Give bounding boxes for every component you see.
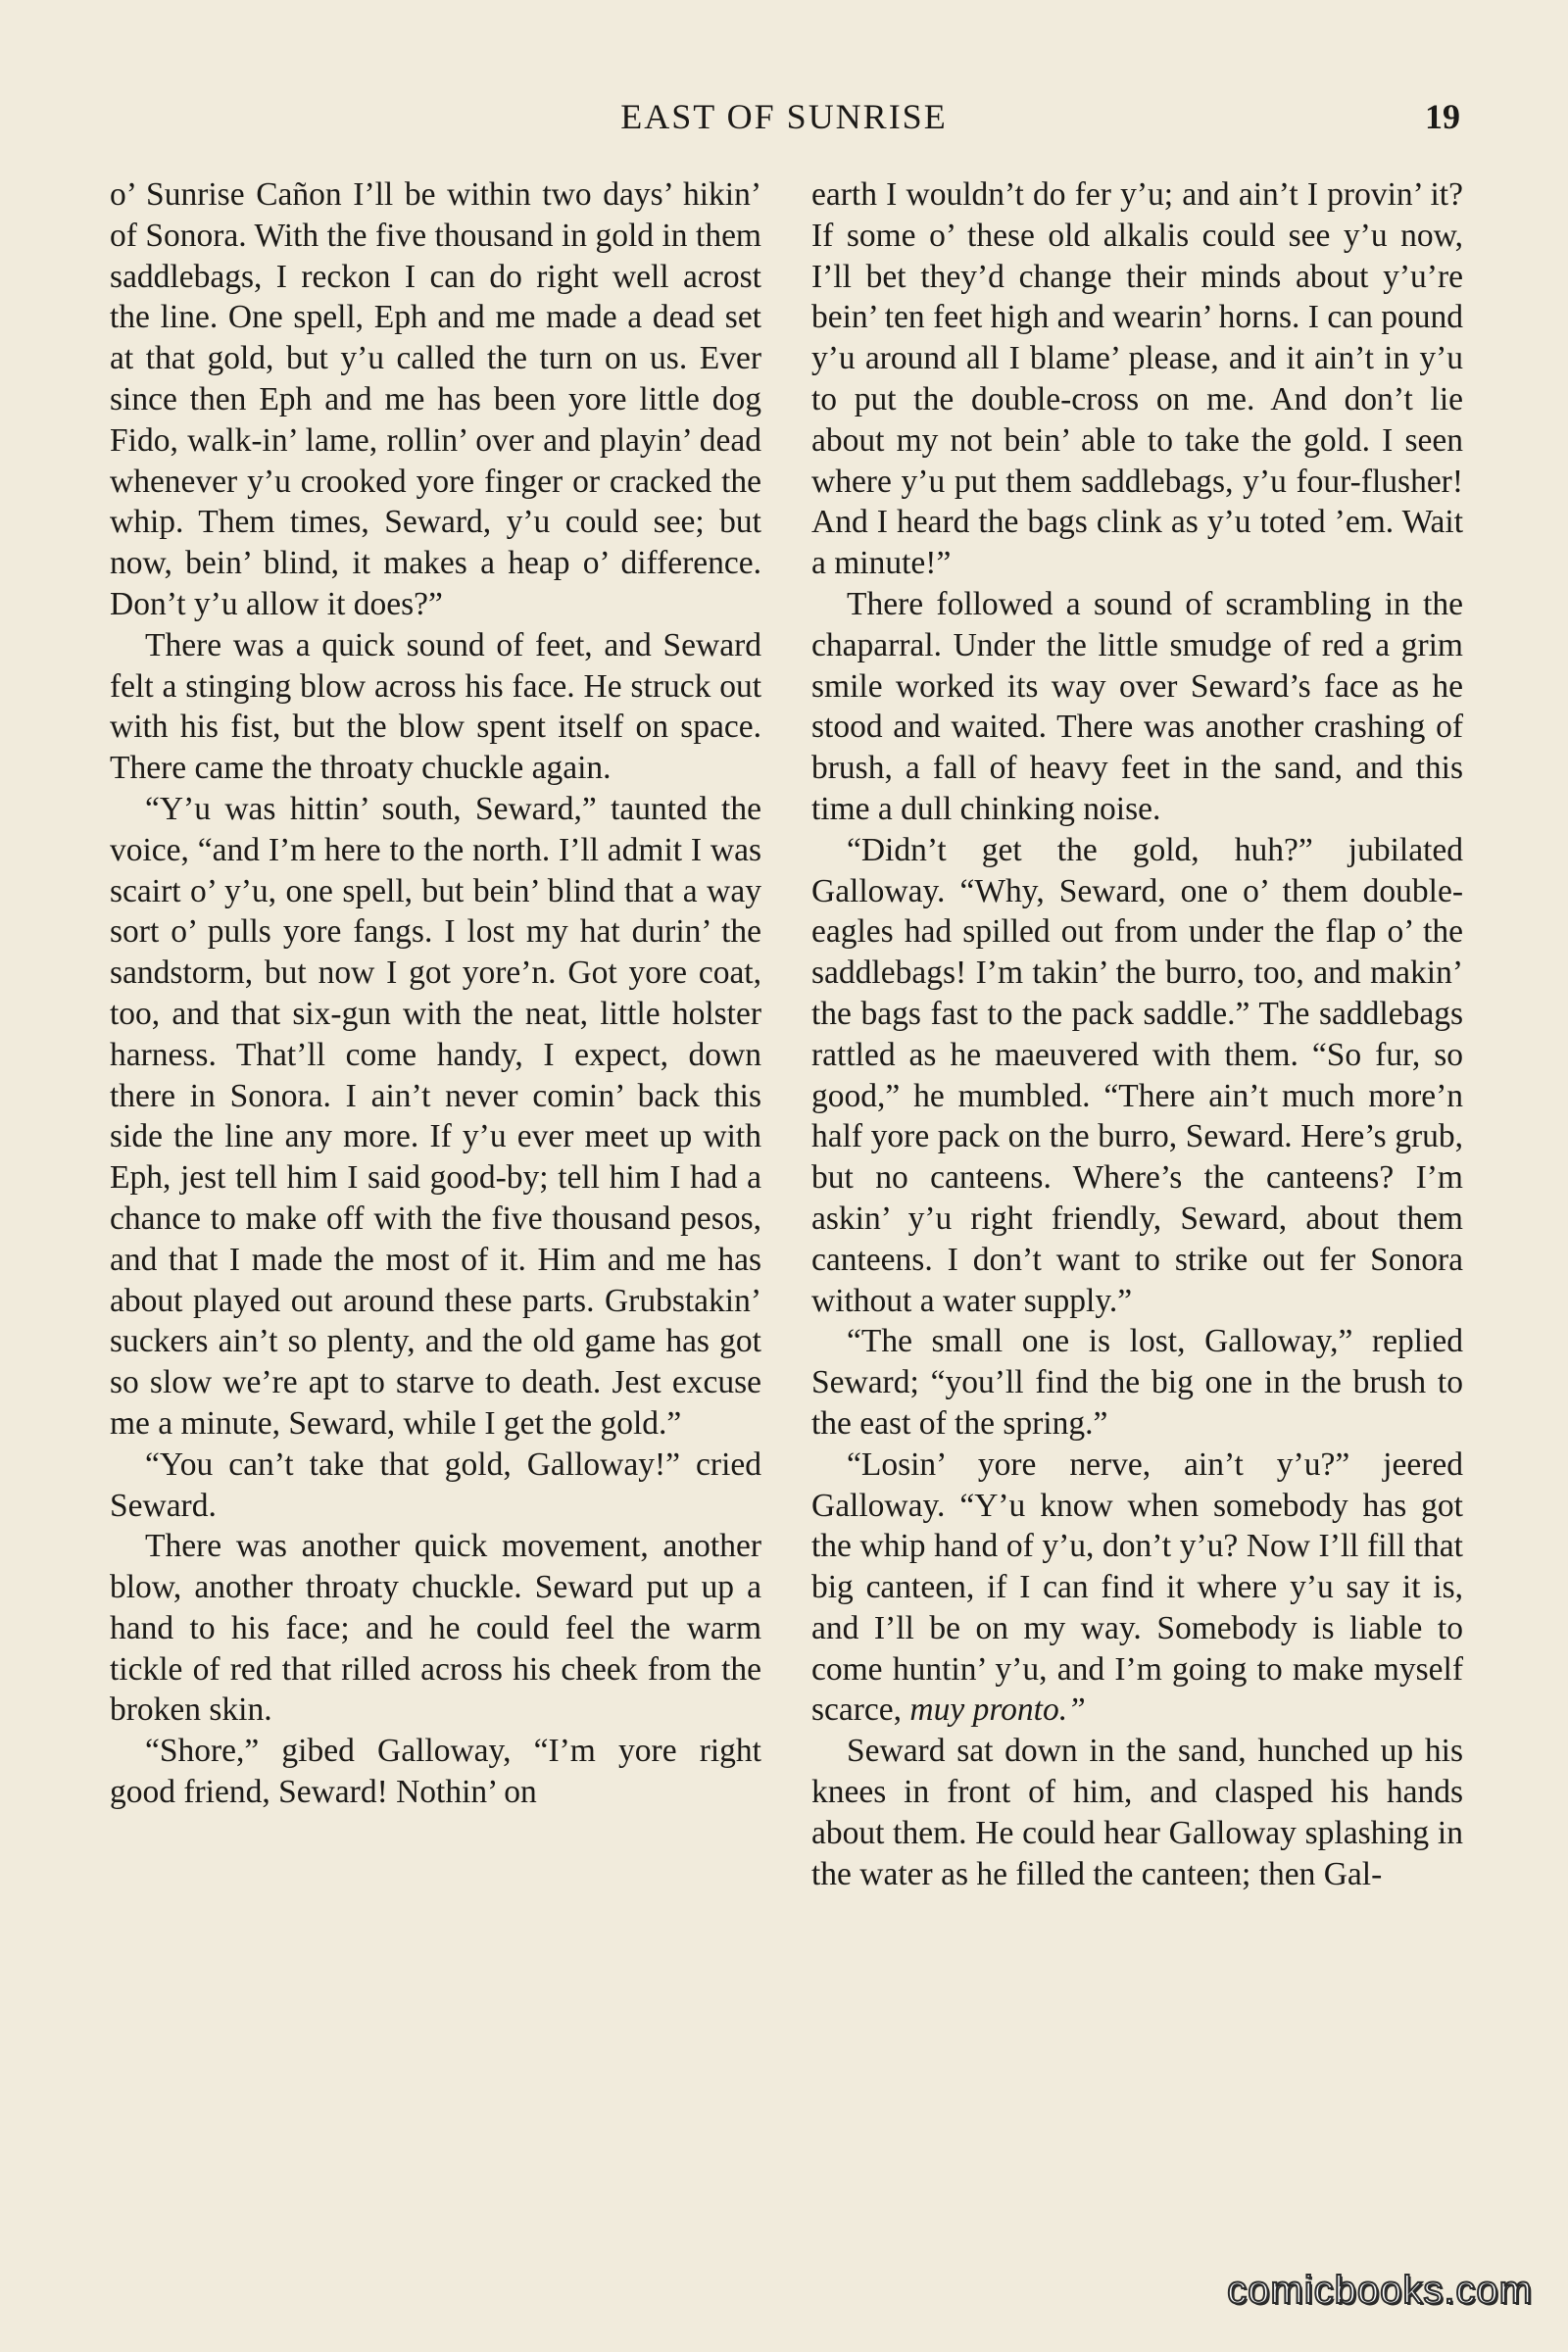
paragraph: Seward sat down in the sand, hunched up his knees in front of him, and clasped his hands about them. He could hear Galloway splashing in the water as he filled the canteen; then Gal-: [811, 1733, 1463, 1892]
paragraph: [811, 1445, 1463, 1732]
running-title: EAST OF SUNRISE: [620, 97, 948, 136]
paragraph-text: “Losin’ yore nerve, ain’t y’u?” jeered Galloway. “Y’u know when somebody has got the whip hand of y’u, don’t y’u? Now I’ll fill that big canteen, if I can find it where y’u say it is, and I’ll be on my way. Somebody is liable to come huntin’ y’u, and I’m going to make myself scarce,: [811, 1446, 1463, 1729]
paragraph: “You can’t take that gold, Galloway!” cried Seward.: [110, 1446, 761, 1524]
page-number: 19: [1425, 97, 1460, 136]
paragraph: o’ Sunrise Cañon I’ll be within two days’ hikin’ of Sonora. With the five thousand in gold in them saddlebags, I reckon I can do right well acrost the line. One spell, Eph and me made a dead set at that gold, but y’u called the turn on us. Ever since then Eph and me has been yore little dog Fido, walk-in’ lame, rollin’ over and playin’ dead whenever y’u crooked yore finger or cracked the whip. Them times, Seward, y’u could see; but now, bein’ blind, it makes a heap o’ difference. Don’t y’u allow it does?”: [110, 176, 761, 622]
paragraph: “Didn’t get the gold, huh?” jubilated Galloway. “Why, Seward, one o’ them double-eagles had spilled out from under the flap o’ the saddlebags! I’m takin’ the burro, too, and makin’ the bags fast to the pack saddle.” The saddlebags rattled as he maeuvered with them. “So fur, so good,” he mumbled. “There ain’t much more’n half yore pack on the burro, Seward. Here’s grub, but no canteens. Where’s the canteens? I’m askin’ y’u right friendly, Seward, about them canteens. I don’t want to strike out fer Sonora without a water supply.”: [811, 831, 1463, 1319]
paragraph: “The small one is lost, Galloway,” replied Seward; “you’ll find the big one in the brush to the east of the spring.”: [811, 1323, 1463, 1442]
left-text-column: [110, 174, 761, 1813]
paragraph: There was a quick sound of feet, and Seward felt a stinging blow across his face. He struck out with his fist, but the blow spent itself on space. There came the throaty chuckle again.: [110, 626, 761, 787]
watermark: comicbooks.com: [1227, 2269, 1533, 2312]
right-text-column: [811, 174, 1463, 1894]
paragraph: There was another quick movement, another blow, another throaty chuckle. Seward put up a hand to his face; and he could feel the warm tickle of red that rilled across his cheek from the broken skin.: [110, 1528, 761, 1729]
paragraph: “Y’u was hittin’ south, Seward,” taunted the voice, “and I’m here to the north. I’ll admit I was scairt o’ y’u, one spell, but bein’ blind that a way sort o’ pulls yore fangs. I lost my hat durin’ the sandstorm, but now I got yore’n. Got yore coat, too, and that six-gun with the neat, little holster harness. That’ll come handy, I expect, down there in Sonora. I ain’t never comin’ back this side the line any more. If y’u ever meet up with Eph, jest tell him I said good-by; tell him I had a chance to make off with the five thousand pesos, and that I made the most of it. Him and me has about played out around these parts. Grubstakin’ suckers ain’t so plenty, and the old game has got so slow we’re apt to starve to death. Jest excuse me a minute, Seward, while I get the gold.”: [110, 790, 761, 1442]
paragraph: earth I wouldn’t do fer y’u; and ain’t I provin’ it? If some o’ these old alkalis could see y’u now, I’ll bet they’d change their minds about y’u’re bein’ ten feet high and wearin’ horns. I can pound y’u around all I blame’ please, and it ain’t in y’u to put the double-cross on me. And don’t lie about my not bein’ able to take the gold. I seen where y’u put them saddlebags, y’u four-flusher! And I heard the bags clink as y’u toted ’em. Wait a minute!”: [811, 176, 1463, 582]
paragraph: There followed a sound of scrambling in the chaparral. Under the little smudge of red a grim smile worked its way over Seward’s face as he stood and waited. There was another crashing of brush, a fall of heavy feet in the sand, and this time a dull chinking noise.: [811, 585, 1463, 827]
paragraph: “Shore,” gibed Galloway, “I’m yore right good friend, Seward! Nothin’ on: [110, 1733, 761, 1811]
running-head: [0, 96, 1568, 145]
italic-phrase: muy pronto.”: [909, 1691, 1086, 1729]
